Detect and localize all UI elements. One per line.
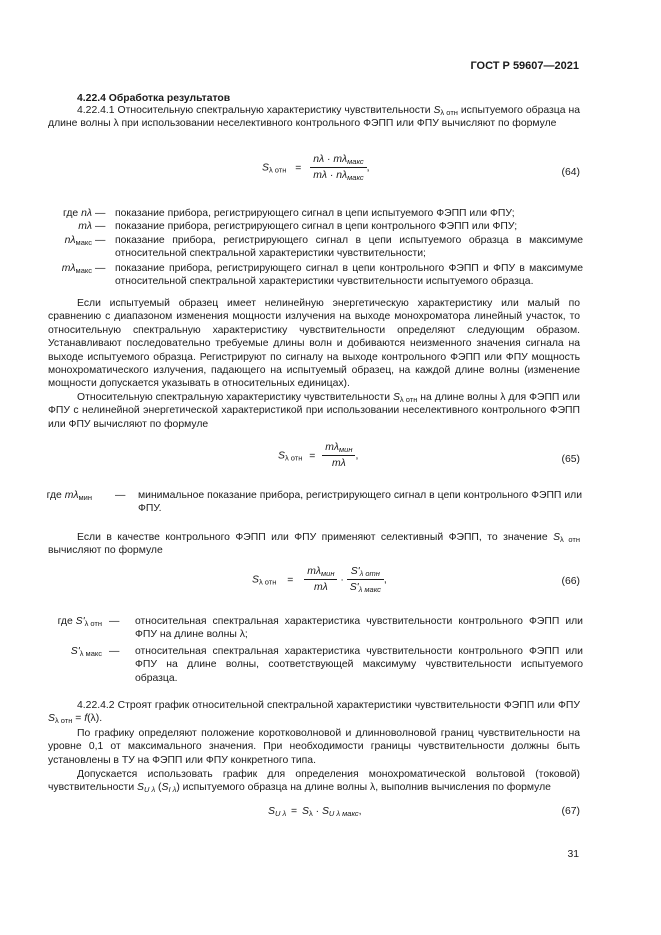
equation-67: $S_{U \lambda} = S_\lambda \cdot S_{U \lambda макс}$, (268, 806, 362, 818)
paragraph-relative: Относительную спектральную характеристику чувствительности $S_{\lambda отн}$ на длине волны λ для ФЭПП или ФПУ с нелинейной энергетической характеристикой при использовании неселективного контрольного ФЭПП или ФПУ вычисляют по формуле (48, 392, 580, 430)
def-text: минимальное показание прибора, регистрирующего сигнал в цепи контрольного ФЭПП или ФПУ. (138, 490, 582, 515)
def-term: где nλ (63, 208, 92, 219)
def-term: $m\lambda_{макс}$ (61, 263, 92, 275)
equation-number-64: (64) (561, 167, 580, 178)
paragraph-4-22-4-2: 4.22.4.2 Строят график относительной спектральной характеристики чувствительности ФЭПП или ФПУ $S_{\lambda отн} = f(\lambda)$. (48, 700, 580, 726)
def-term: где $S'_{\lambda отн}$ (57, 616, 102, 628)
section-heading: 4.22.4 Обработка результатов (77, 93, 231, 104)
paragraph-nonlinear: Если испытуемый образец имеет нелинейную энергетическую характеристику или малый по сравнению с диапазоном изменения мощности излучения на выходе монохроматора линейный участок, то относительную спектральную характеристику чувствительности определяют следующим образом. Устанавливают последовательно требуемые длины волн и добиваются неизменного значения сигнала на выходе испытуемого образца. Регистрируют по сигналу на выходе контрольного ФЭПП или ФПУ мощность монохроматического излучения, падающего на испытуемый образец, на каждой длине волны (изменение мощности допускается указывать в относительных единицах). (48, 298, 580, 390)
paragraph-4-22-4-1: 4.22.4.1 Относительную спектральную характеристику чувствительности $S_{\lambda отн}$ испытуемого образца на длине волны λ при использовании неселективного контрольного ФЭПП или ФПУ вычисляют по формуле (48, 105, 580, 130)
def-dash: — (95, 263, 106, 274)
def-text: показание прибора, регистрирующего сигнал в цепи контрольного ФЭПП или ФПУ; (115, 221, 518, 232)
def-term: $n\lambda_{макс}$ (64, 235, 92, 247)
equation-number-66: (66) (561, 576, 580, 587)
def-dash: — (115, 490, 126, 501)
def-dash: — (95, 221, 106, 232)
equation-number-65: (65) (561, 454, 580, 465)
paragraph-selective: Если в качестве контрольного ФЭПП или ФПУ применяют селективный ФЭПП, то значение $S_{\lambda отн}$ вычисляют по формуле (48, 532, 580, 557)
def-term: $S'_{\lambda макс}$ (70, 646, 102, 658)
def-dash: — (95, 208, 106, 219)
def-dash: — (109, 646, 120, 657)
standard-designation: ГОСТ Р 59607—2021 (470, 60, 579, 72)
page-number: 31 (567, 849, 579, 860)
def-text: показание прибора, регистрирующего сигнал в цепи испытуемого образца в максимуме относительной спектральной характеристики чувствительности; (115, 235, 583, 260)
def-text: показание прибора, регистрирующего сигнал в цепи испытуемого ФЭПП или ФПУ; (115, 208, 515, 219)
equation-number-67: (67) (561, 806, 580, 817)
def-dash: — (109, 616, 120, 627)
def-text: относительная спектральная характеристика чувствительности контрольного ФЭПП или ФПУ на длине волны λ; (135, 616, 583, 641)
equation-66: $S_{\lambda отн}$ = $\frac{m\lambda_{мин}}{m\lambda}$ · $\frac{S'_{\lambda отн}}{S'_{\lambda макс}}$ , (252, 566, 387, 595)
def-text: относительная спектральная характеристика чувствительности контрольного ФЭПП или ФПУ на длине волны, соответствующей максимуму чувствительности испытуемого образца. (135, 646, 583, 684)
def-text: показание прибора, регистрирующего сигнал в цепи контрольного ФЭПП и ФПУ в максимуме относительной спектральной характеристики чувствительности испытуемого образца. (115, 263, 583, 288)
equation-65: $S_{\lambda отн}$ = $\frac{m\lambda_{мин}}{m\lambda}$ , (278, 442, 359, 470)
paragraph-graph: По графику определяют положение коротковолновой и длинноволновой границ чувствительности на уровне 0,1 от максимального значения. При необходимости границы чувствительности должны быть установлены в ТУ на ФЭПП или ФПУ конкретного типа. (48, 728, 580, 766)
equation-64: $S_{\lambda отн}$ = $\frac{n\lambda \cdot m\lambda_{макс}}{m\lambda \cdot n\lambda_{макс}}$ , (262, 154, 370, 183)
def-term: где $m\lambda_{мин}$ (46, 490, 92, 502)
def-term: mλ (78, 221, 92, 232)
paragraph-allowed: Допускается использовать график для определения монохроматической вольтовой (токовой) чувствительности $S_{U \lambda}$ $(S_{I \lambda})$ испытуемого образца на длине волны λ, выполнив вычисления по формуле (48, 769, 580, 795)
def-dash: — (95, 235, 106, 246)
